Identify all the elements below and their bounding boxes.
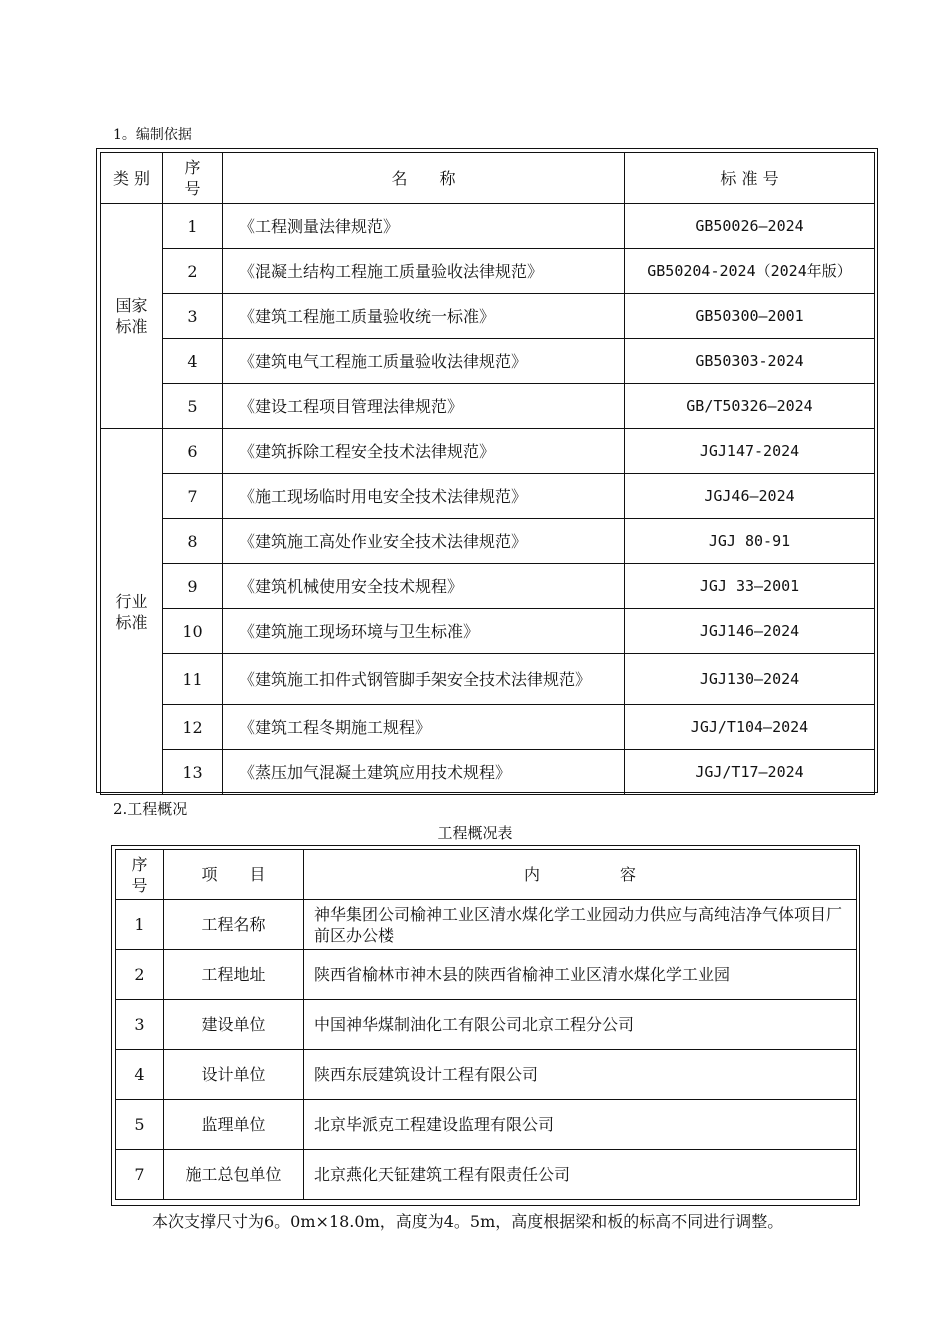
header-seq: 序号 — [163, 153, 223, 204]
name-cell: 《建筑拆除工程安全技术法律规范》 — [223, 429, 625, 474]
seq-cell: 1 — [116, 900, 164, 950]
content-cell: 北京毕派克工程建设监理有限公司 — [304, 1100, 857, 1150]
code-cell: GB50303-2024 — [625, 339, 875, 384]
code-cell: JGJ 80-91 — [625, 519, 875, 564]
closing-paragraph: 本次支撑尺寸为6。0m×18.0m，高度为4。5m，高度根据梁和板的标高不同进行调整。 — [152, 1212, 784, 1231]
header-content: 内 容 — [304, 850, 857, 900]
table-row — [116, 1050, 857, 1100]
item-cell: 监理单位 — [164, 1100, 304, 1150]
overview-table-caption: 工程概况表 — [437, 824, 513, 842]
code-cell: JGJ 33—2001 — [625, 564, 875, 609]
name-cell: 《工程测量法律规范》 — [223, 204, 625, 249]
table-row — [116, 900, 857, 950]
item-cell: 工程名称 — [164, 900, 304, 950]
header-item: 项 目 — [164, 850, 304, 900]
code-cell: JGJ/T17—2024 — [625, 750, 875, 795]
name-cell: 《建设工程项目管理法律规范》 — [223, 384, 625, 429]
seq-cell: 11 — [163, 654, 223, 705]
table-row — [116, 950, 857, 1000]
code-cell: JGJ130—2024 — [625, 654, 875, 705]
seq-cell: 10 — [163, 609, 223, 654]
header-seq: 序号 — [116, 850, 164, 900]
seq-cell: 7 — [163, 474, 223, 519]
seq-cell: 6 — [163, 429, 223, 474]
item-cell: 设计单位 — [164, 1050, 304, 1100]
name-cell: 《建筑工程施工质量验收统一标准》 — [223, 294, 625, 339]
table-row — [116, 1150, 857, 1200]
seq-cell: 12 — [163, 705, 223, 750]
table-row — [101, 564, 875, 609]
standards-header-row — [101, 153, 875, 204]
name-cell: 《建筑施工扣件式钢管脚手架安全技术法律规范》 — [223, 654, 625, 705]
table-row — [101, 249, 875, 294]
item-cell: 施工总包单位 — [164, 1150, 304, 1200]
seq-cell: 1 — [163, 204, 223, 249]
name-cell: 《建筑机械使用安全技术规程》 — [223, 564, 625, 609]
seq-cell: 2 — [163, 249, 223, 294]
section-2-heading: 2.工程概况 — [113, 800, 188, 818]
seq-cell: 9 — [163, 564, 223, 609]
table-row — [101, 384, 875, 429]
seq-cell: 2 — [116, 950, 164, 1000]
content-cell: 中国神华煤制油化工有限公司北京工程分公司 — [304, 1000, 857, 1050]
category-cell: 国家标准 — [101, 204, 163, 429]
code-cell: GB/T50326—2024 — [625, 384, 875, 429]
name-cell: 《施工现场临时用电安全技术法律规范》 — [223, 474, 625, 519]
code-cell: GB50204-2024（2024年版） — [625, 249, 875, 294]
category-cell: 行业标准 — [101, 429, 163, 795]
table-row — [101, 474, 875, 519]
name-cell: 《蒸压加气混凝土建筑应用技术规程》 — [223, 750, 625, 795]
table-row — [101, 204, 875, 249]
table-row — [116, 1000, 857, 1050]
table-row — [101, 519, 875, 564]
table-row — [101, 339, 875, 384]
name-cell: 《混凝土结构工程施工质量验收法律规范》 — [223, 249, 625, 294]
seq-cell: 5 — [163, 384, 223, 429]
seq-cell: 3 — [163, 294, 223, 339]
overview-table — [115, 849, 857, 1200]
code-cell: JGJ/T104—2024 — [625, 705, 875, 750]
name-cell: 《建筑工程冬期施工规程》 — [223, 705, 625, 750]
name-cell: 《建筑施工现场环境与卫生标准》 — [223, 609, 625, 654]
code-cell: JGJ46—2024 — [625, 474, 875, 519]
header-category: 类 别 — [101, 153, 163, 204]
section-1-heading: 1。编制依据 — [113, 127, 192, 143]
name-cell: 《建筑施工高处作业安全技术法律规范》 — [223, 519, 625, 564]
code-cell: JGJ147-2024 — [625, 429, 875, 474]
header-name: 名 称 — [223, 153, 625, 204]
table-row — [116, 1100, 857, 1150]
code-cell: GB50026—2024 — [625, 204, 875, 249]
item-cell: 工程地址 — [164, 950, 304, 1000]
seq-cell: 3 — [116, 1000, 164, 1050]
table-row — [101, 609, 875, 654]
seq-cell: 8 — [163, 519, 223, 564]
seq-cell: 4 — [163, 339, 223, 384]
table-row — [101, 750, 875, 795]
name-cell: 《建筑电气工程施工质量验收法律规范》 — [223, 339, 625, 384]
table-row — [101, 705, 875, 750]
code-cell: JGJ146—2024 — [625, 609, 875, 654]
content-cell: 陕西省榆林市神木县的陕西省榆神工业区清水煤化学工业园 — [304, 950, 857, 1000]
standards-table — [100, 152, 875, 795]
overview-header-row — [116, 850, 857, 900]
code-cell: GB50300—2001 — [625, 294, 875, 339]
table-row — [101, 294, 875, 339]
seq-cell: 13 — [163, 750, 223, 795]
table-row — [101, 429, 875, 474]
item-cell: 建设单位 — [164, 1000, 304, 1050]
table-row — [101, 654, 875, 705]
content-cell: 北京燕化天钲建筑工程有限责任公司 — [304, 1150, 857, 1200]
content-cell: 神华集团公司榆神工业区清水煤化学工业园动力供应与高纯洁净气体项目厂前区办公楼 — [304, 900, 857, 950]
seq-cell: 7 — [116, 1150, 164, 1200]
header-code: 标 准 号 — [625, 153, 875, 204]
seq-cell: 5 — [116, 1100, 164, 1150]
content-cell: 陕西东辰建筑设计工程有限公司 — [304, 1050, 857, 1100]
seq-cell: 4 — [116, 1050, 164, 1100]
